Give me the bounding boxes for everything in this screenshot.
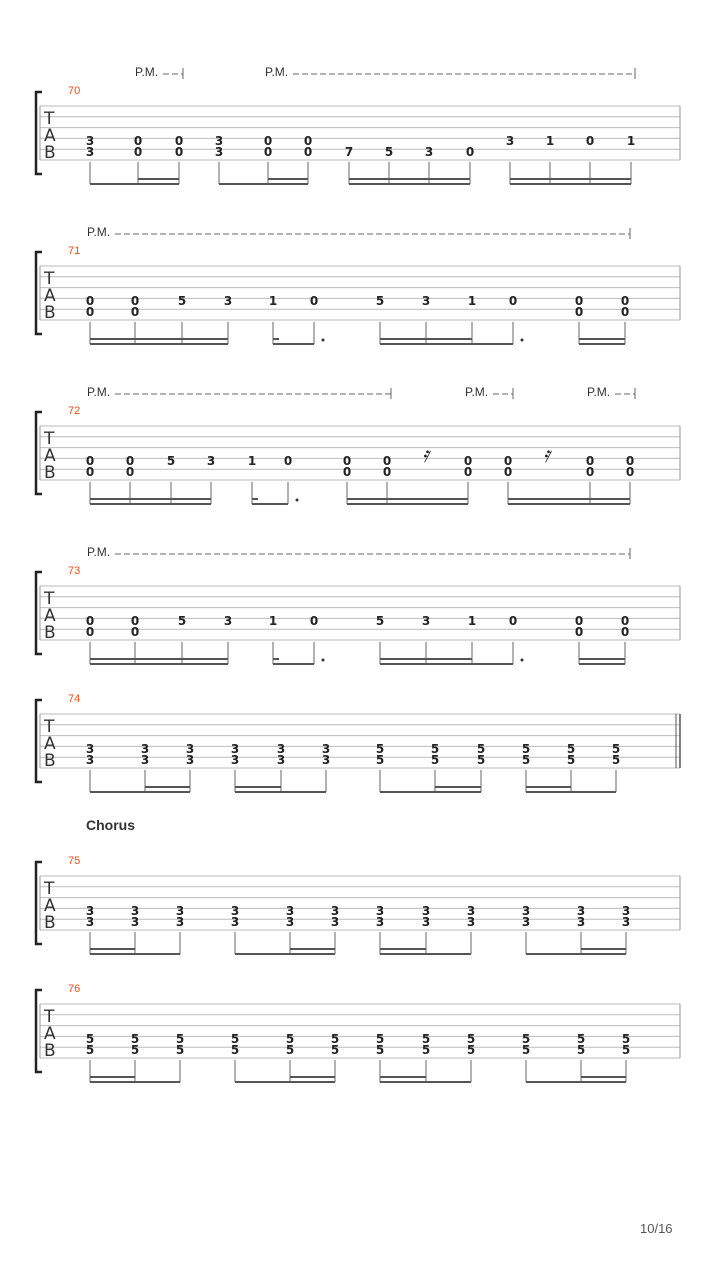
- fret-number: 3: [85, 752, 95, 767]
- tab-clef-letter: B: [44, 751, 56, 771]
- fret-number: 5: [421, 1032, 431, 1047]
- tab-clef-letter: T: [44, 109, 55, 129]
- fret-number: 3: [321, 752, 331, 767]
- augmentation-dot: [521, 339, 524, 342]
- fret-number: 3: [185, 742, 195, 757]
- fret-number: 0: [309, 294, 319, 309]
- section-label: Chorus: [86, 817, 135, 833]
- fret-number: 0: [382, 454, 392, 469]
- fret-number: 3: [330, 904, 340, 919]
- tab-clef-letter: B: [44, 303, 56, 323]
- fret-number: 0: [503, 464, 513, 479]
- fret-number: 5: [130, 1032, 140, 1047]
- fret-number: 5: [175, 1042, 185, 1057]
- tab-clef-letter: B: [44, 143, 56, 163]
- tab-clef-letter: A: [44, 126, 56, 146]
- fret-number: 5: [375, 614, 385, 629]
- fret-number: 3: [621, 914, 631, 929]
- fret-number: 3: [85, 134, 95, 149]
- system-brace: [36, 92, 42, 174]
- fret-number: 0: [303, 134, 313, 149]
- measure-number: 71: [68, 245, 81, 257]
- fret-number: 3: [375, 914, 385, 929]
- fret-number: 3: [466, 904, 476, 919]
- fret-number: 1: [247, 454, 257, 469]
- fret-number: 5: [384, 144, 394, 159]
- fret-number: 3: [206, 454, 216, 469]
- fret-number: 5: [476, 742, 486, 757]
- fret-number: 5: [375, 1032, 385, 1047]
- tab-clef-letter: T: [44, 1007, 55, 1027]
- fret-number: 3: [230, 752, 240, 767]
- fret-number: 5: [466, 1042, 476, 1057]
- fret-number: 0: [125, 464, 135, 479]
- fret-number: 5: [521, 742, 531, 757]
- palm-mute-label: P.M.: [87, 385, 111, 399]
- fret-number: 1: [268, 294, 278, 309]
- fret-number: 0: [463, 464, 473, 479]
- fret-number: 3: [375, 904, 385, 919]
- fret-number: 3: [185, 752, 195, 767]
- fret-number: 5: [330, 1032, 340, 1047]
- tab-clef-letter: B: [44, 623, 56, 643]
- fret-number: 3: [521, 914, 531, 929]
- fret-number: 3: [85, 904, 95, 919]
- measure-number: 73: [68, 565, 81, 577]
- tab-clef-letter: T: [44, 269, 55, 289]
- tab-clef-letter: T: [44, 429, 55, 449]
- fret-number: 0: [625, 454, 635, 469]
- fret-number: 0: [463, 454, 473, 469]
- tab-clef-letter: T: [44, 879, 55, 899]
- sixteenth-rest: 𝄿: [422, 443, 429, 469]
- system-brace: [36, 700, 42, 782]
- fret-number: 0: [508, 294, 518, 309]
- fret-number: 5: [621, 1032, 631, 1047]
- palm-mute-label: P.M.: [87, 545, 111, 559]
- fret-number: 5: [230, 1042, 240, 1057]
- fret-number: 1: [626, 134, 636, 149]
- fret-number: 5: [375, 742, 385, 757]
- tab-clef-letter: A: [44, 446, 56, 466]
- fret-number: 3: [140, 742, 150, 757]
- fret-number: 3: [130, 904, 140, 919]
- fret-number: 3: [421, 614, 431, 629]
- fret-number: 5: [175, 1032, 185, 1047]
- fret-number: 3: [175, 914, 185, 929]
- fret-number: 0: [503, 454, 513, 469]
- fret-number: 3: [424, 144, 434, 159]
- fret-number: 0: [585, 454, 595, 469]
- fret-number: 3: [330, 914, 340, 929]
- fret-number: 3: [214, 134, 224, 149]
- fret-number: 0: [620, 304, 630, 319]
- tab-clef-letter: B: [44, 463, 56, 483]
- fret-number: 3: [421, 904, 431, 919]
- augmentation-dot: [296, 499, 299, 502]
- fret-number: 0: [85, 454, 95, 469]
- page-number: 10/16: [640, 1221, 673, 1236]
- measure-number: 76: [68, 983, 81, 995]
- system-brace: [36, 252, 42, 334]
- fret-number: 5: [375, 294, 385, 309]
- fret-number: 1: [545, 134, 555, 149]
- fret-number: 5: [166, 454, 176, 469]
- fret-number: 3: [130, 914, 140, 929]
- fret-number: 0: [508, 614, 518, 629]
- augmentation-dot: [322, 659, 325, 662]
- fret-number: 3: [175, 904, 185, 919]
- tab-clef-letter: T: [44, 717, 55, 737]
- fret-number: 5: [375, 752, 385, 767]
- tab-clef-letter: B: [44, 1041, 56, 1061]
- measure-number: 74: [68, 693, 81, 705]
- fret-number: 5: [285, 1032, 295, 1047]
- fret-number: 0: [382, 464, 392, 479]
- fret-number: 5: [576, 1032, 586, 1047]
- fret-number: 3: [223, 294, 233, 309]
- fret-number: 5: [130, 1042, 140, 1057]
- fret-number: 5: [521, 1042, 531, 1057]
- fret-number: 5: [85, 1042, 95, 1057]
- fret-number: 0: [620, 624, 630, 639]
- fret-number: 0: [130, 304, 140, 319]
- fret-number: 0: [625, 464, 635, 479]
- tab-clef-letter: B: [44, 913, 56, 933]
- fret-number: 0: [342, 454, 352, 469]
- fret-number: 5: [230, 1032, 240, 1047]
- fret-number: 0: [85, 464, 95, 479]
- fret-number: 3: [505, 134, 515, 149]
- fret-number: 7: [344, 144, 354, 159]
- fret-number: 3: [230, 742, 240, 757]
- fret-number: 3: [466, 914, 476, 929]
- fret-number: 5: [521, 752, 531, 767]
- fret-number: 0: [85, 294, 95, 309]
- fret-number: 5: [521, 1032, 531, 1047]
- sixteenth-rest: 𝄿: [543, 443, 550, 469]
- fret-number: 3: [223, 614, 233, 629]
- fret-number: 3: [576, 904, 586, 919]
- fret-number: 0: [125, 454, 135, 469]
- fret-number: 5: [430, 752, 440, 767]
- fret-number: 0: [465, 144, 475, 159]
- fret-number: 5: [285, 1042, 295, 1057]
- fret-number: 1: [467, 614, 477, 629]
- tab-clef-letter: A: [44, 734, 56, 754]
- fret-number: 0: [574, 304, 584, 319]
- augmentation-dot: [322, 339, 325, 342]
- fret-number: 0: [130, 624, 140, 639]
- tab-clef-letter: T: [44, 589, 55, 609]
- tab-clef-letter: A: [44, 286, 56, 306]
- fret-number: 0: [585, 464, 595, 479]
- fret-number: 0: [620, 294, 630, 309]
- fret-number: 3: [85, 144, 95, 159]
- fret-number: 0: [263, 134, 273, 149]
- fret-number: 0: [303, 144, 313, 159]
- fret-number: 1: [467, 294, 477, 309]
- fret-number: 0: [130, 294, 140, 309]
- tab-clef-letter: A: [44, 896, 56, 916]
- fret-number: 5: [611, 752, 621, 767]
- fret-number: 5: [375, 1042, 385, 1057]
- fret-number: 0: [574, 614, 584, 629]
- fret-number: 3: [521, 904, 531, 919]
- system-brace: [36, 572, 42, 654]
- fret-number: 3: [276, 752, 286, 767]
- fret-number: 5: [566, 742, 576, 757]
- system-brace: [36, 412, 42, 494]
- fret-number: 0: [85, 304, 95, 319]
- fret-number: 0: [85, 614, 95, 629]
- fret-number: 3: [276, 742, 286, 757]
- palm-mute-label: P.M.: [135, 65, 159, 79]
- fret-number: 5: [421, 1042, 431, 1057]
- palm-mute-label: P.M.: [265, 65, 289, 79]
- fret-number: 3: [214, 144, 224, 159]
- measure-number: 70: [68, 85, 81, 97]
- fret-number: 0: [133, 134, 143, 149]
- fret-number: 5: [476, 752, 486, 767]
- fret-number: 3: [230, 914, 240, 929]
- fret-number: 0: [174, 144, 184, 159]
- fret-number: 0: [574, 624, 584, 639]
- fret-number: 5: [430, 742, 440, 757]
- fret-number: 0: [283, 454, 293, 469]
- fret-number: 5: [177, 294, 187, 309]
- tab-clef-letter: A: [44, 1024, 56, 1044]
- fret-number: 3: [321, 742, 331, 757]
- fret-number: 5: [330, 1042, 340, 1057]
- palm-mute-label: P.M.: [587, 385, 611, 399]
- fret-number: 3: [85, 742, 95, 757]
- fret-number: 0: [263, 144, 273, 159]
- fret-number: 0: [342, 464, 352, 479]
- fret-number: 0: [574, 294, 584, 309]
- fret-number: 5: [466, 1032, 476, 1047]
- fret-number: 3: [230, 904, 240, 919]
- fret-number: 0: [130, 614, 140, 629]
- fret-number: 3: [140, 752, 150, 767]
- fret-number: 5: [566, 752, 576, 767]
- fret-number: 0: [620, 614, 630, 629]
- fret-number: 5: [611, 742, 621, 757]
- augmentation-dot: [521, 659, 524, 662]
- tab-clef-letter: A: [44, 606, 56, 626]
- measure-number: 75: [68, 855, 81, 867]
- fret-number: 5: [85, 1032, 95, 1047]
- palm-mute-label: P.M.: [87, 225, 111, 239]
- palm-mute-label: P.M.: [465, 385, 489, 399]
- measure-number: 72: [68, 405, 81, 417]
- fret-number: 1: [268, 614, 278, 629]
- fret-number: 0: [85, 624, 95, 639]
- fret-number: 5: [576, 1042, 586, 1057]
- fret-number: 3: [621, 904, 631, 919]
- fret-number: 3: [85, 914, 95, 929]
- system-brace: [36, 990, 42, 1072]
- fret-number: 3: [421, 914, 431, 929]
- fret-number: 0: [585, 134, 595, 149]
- fret-number: 0: [133, 144, 143, 159]
- fret-number: 0: [174, 134, 184, 149]
- fret-number: 5: [177, 614, 187, 629]
- fret-number: 5: [621, 1042, 631, 1057]
- fret-number: 3: [421, 294, 431, 309]
- system-brace: [36, 862, 42, 944]
- fret-number: 3: [285, 914, 295, 929]
- fret-number: 3: [576, 914, 586, 929]
- fret-number: 3: [285, 904, 295, 919]
- fret-number: 0: [309, 614, 319, 629]
